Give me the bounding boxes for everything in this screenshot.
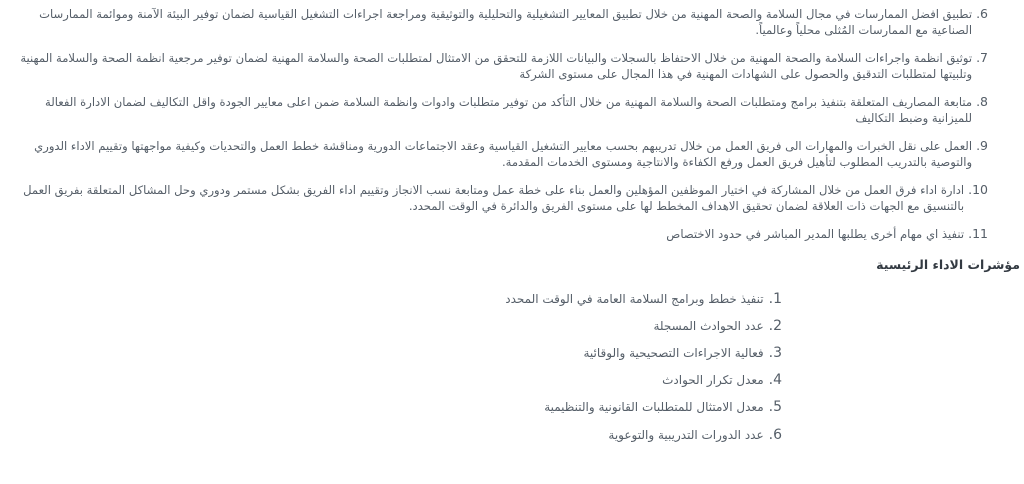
kpi-number: 5. [768, 399, 782, 415]
duty-item-9 [8, 138, 988, 170]
kpi-text: تنفيذ خطط وبرامج السلامة العامة في الوقت المحدد [505, 292, 764, 306]
duty-item-7 [8, 50, 988, 82]
kpi-section-heading: مؤشرات الاداء الرئيسية [876, 257, 1020, 272]
duty-text: العمل على نقل الخبرات والمهارات الى فريق العمل من خلال تدريبهم بحسب معايير التشغيل القياسية وعقد الاجتماعات الدورية ومناقشة خطط العمل والتحديات وكيفية مواجهتها وتقييم الاداء الدوري والتوصية بالتدريب المطلوب لتأهيل فريق العمل ورفع الكفاءة والانتاجية ومستوى الخدمات المقدمة. [34, 139, 973, 169]
kpi-number: 1. [768, 291, 782, 307]
kpi-text: فعالية الاجراءات التصحيحية والوقائية [583, 346, 764, 360]
duty-number: 8. [976, 94, 988, 109]
duty-text: تطبيق افضل الممارسات في مجال السلامة والصحة المهنية من خلال تطبيق المعايير التشغيلية والتحليلية والتوثيقية ومراجعة اجراءات التشغيل القياسية لضمان توفير البيئة الآمنة وموائمة الممارسات الصناعية مع الممارسات المُثلى محلياً وعالمياً. [39, 7, 973, 37]
duty-text: ادارة اداء فرق العمل من خلال المشاركة في اختيار الموظفين المؤهلين والعمل بناء على خطة عمل ومتابعة نسب الانجاز وتقييم اداء الفريق بشكل مستمر ودوري وحل المشاكل المتعلقة بفريق العمل بالتنسيق مع الجهات ذات العلاقة لضمان تحقيق الاهداف المخطط لها على مستوى الفريق والدائرة في الوقت المحدد. [23, 183, 965, 213]
kpi-item [608, 426, 782, 444]
kpi-number: 2. [768, 318, 782, 334]
duty-item-10 [8, 182, 988, 214]
kpi-text: عدد الدورات التدريبية والتوعوية [608, 428, 764, 442]
kpi-item [653, 317, 782, 335]
duty-text: متابعة المصاريف المتعلقة بتنفيذ برامج ومتطلبات الصحة والسلامة المهنية من خلال التأكد من توفير متطلبات وادوات وانظمة السلامة ضمن اعلى معايير الجودة واقل التكاليف لضمان الادارة الفعالة للميزانية وضبط التكاليف [44, 95, 973, 125]
duty-number: 7. [976, 50, 988, 65]
duty-number: 9. [976, 138, 988, 153]
duty-number: 10. [968, 182, 988, 197]
kpi-item [584, 344, 783, 362]
duty-item-11 [8, 226, 988, 242]
kpi-number: 4. [768, 372, 782, 388]
duty-text: تنفيذ اي مهام أخرى يطلبها المدير المباشر في حدود الاختصاص [666, 227, 965, 241]
kpi-text: معدل الامتثال للمتطلبات القانونية والتنظيمية [544, 400, 764, 414]
kpi-number: 6. [768, 427, 782, 443]
kpi-item [662, 371, 782, 389]
duty-item-6 [8, 6, 988, 38]
duty-item-8 [8, 94, 988, 126]
kpi-text: معدل تكرار الحوادث [662, 373, 764, 387]
kpi-number: 3. [768, 345, 782, 361]
kpi-item [505, 290, 782, 308]
duty-number: 11. [968, 226, 988, 241]
kpi-text: عدد الحوادث المسجلة [653, 319, 764, 333]
kpi-item [544, 398, 782, 416]
duty-text: توثيق انظمة واجراءات السلامة والصحة المهنية من خلال الاحتفاظ بالسجلات والبيانات اللازمة للتحقق من الامتثال لمتطلبات الصحة والسلامة المهنية لضمان توفير مرجعية انظمة الصحة والسلامة المهنية وتلبيتها لمتطلبات التدقيق والحصول على الشهادات المهنية في هذا المجال على مستوى الشركة [20, 51, 973, 81]
duty-number: 6. [976, 6, 988, 21]
